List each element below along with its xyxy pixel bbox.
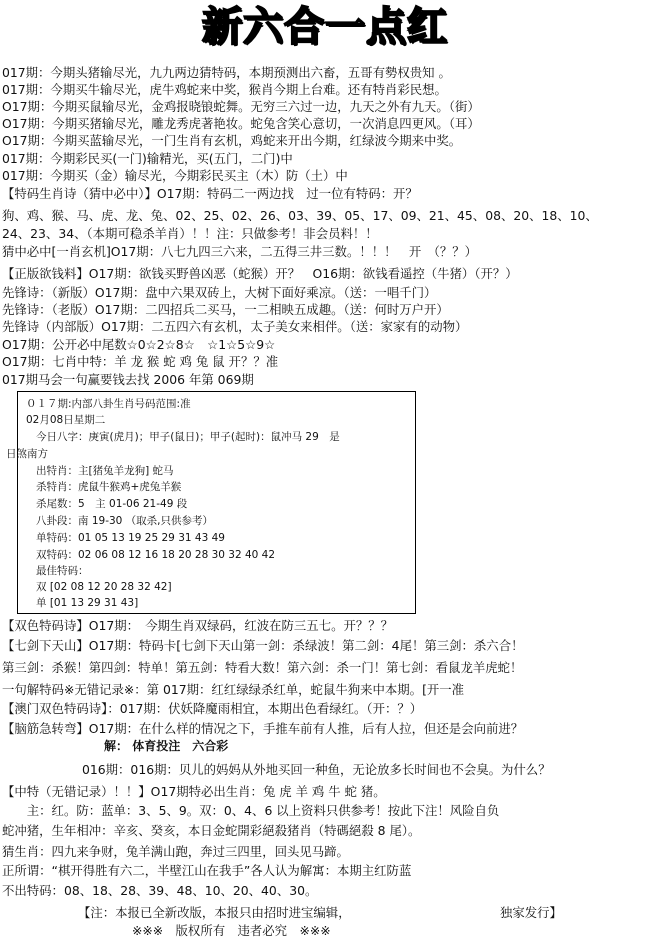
box-line: 02月08日星期二 bbox=[26, 414, 106, 426]
text-line: 主：红。防：蓝单：3、5、9。双：0、4、6 以上资料只供参考！按此下注！风险自负 bbox=[2, 803, 500, 818]
text-line: 蛇冲猪，生年相冲：辛亥、癸亥，本日金蛇開彩絕殺猪肖（特碼絕殺 8 尾）。 bbox=[2, 823, 421, 838]
text-line: 先锋诗（内部版）O17期：二五四六有玄机，太子美女来相伴。（送：家家有的动物） bbox=[2, 319, 468, 334]
footer-rights: ※※※ 版权所有 违者必究 ※※※ bbox=[132, 923, 331, 938]
text-line: 017期马会一句赢要钱去找 2006 年第 069期 bbox=[2, 372, 254, 387]
text-line: 【脑筋急转弯】O17期：在什么样的情况之下，手推车前有人推，后有人拉，但还是会向前进？ bbox=[2, 721, 524, 736]
text-line: 【正版欲钱料】O17期：欲钱买野兽凶恶（蛇猴）开？ O16期：欲钱看遥控（牛猪）（开？） bbox=[2, 266, 518, 281]
footer-issuer: 独家发行】 bbox=[500, 905, 562, 920]
text-line: 【特码生肖诗（猜中必中）】O17期：特码二一两边找 过一位有特码：开？ bbox=[2, 186, 418, 201]
bagua-info-box bbox=[6, 391, 416, 614]
text-line: 016期：016期：贝儿的妈妈从外地买回一种鱼，无论放多长时间也不会臭。为什么？ bbox=[82, 762, 551, 777]
text-line: 一句解特码※无错记录※：第 017期：红红绿绿杀红单，蛇鼠牛狗来中本期。[开一准 bbox=[2, 682, 465, 697]
text-line: 017期：今期头猪输尽光，九九两边猜特码，本期预测出六畜，五哥有勢权贵知 。 bbox=[2, 65, 451, 80]
footer-note: 【注：本报已全新改版，本报只由招时进宝编辑， bbox=[78, 905, 351, 920]
box-line: 杀尾数：5 主 01-06 21-49 段 bbox=[36, 498, 188, 510]
text-line: 017期：今期买（金）输尽光，今期彩民买主（木）防（土）中 bbox=[2, 168, 348, 183]
box-line: 杀特肖：虎鼠牛猴鸡+虎兔羊猴 bbox=[36, 481, 182, 493]
text-line: O17期：今期买猪输尽光，雕龙秀虎著艳妆。蛇兔含笑心意切，一次消息四更风。（耳） bbox=[2, 116, 480, 131]
box-line: 双特码：02 06 08 12 16 18 20 28 30 32 40 42 bbox=[36, 549, 276, 561]
box-line: 八卦段：南 19-30 （取杀,只供参考） bbox=[36, 515, 214, 527]
box-line: 单特码：01 05 13 19 25 29 31 43 49 bbox=[36, 532, 225, 544]
text-line: 先锋诗：（新版）O17期：盘中六果双砖上，大树下面好乘凉。（送：一唱千门） bbox=[2, 285, 437, 300]
answer-overlay bbox=[104, 737, 228, 754]
answer-prefix: 解： bbox=[104, 739, 129, 753]
text-line: O17期：公开必中尾数☆0☆2☆8☆ ☆1☆5☆9☆ bbox=[2, 337, 276, 352]
text-line: 017期：今期彩民买(一门)输精光，买(五门，二门)中 bbox=[2, 151, 293, 166]
box-line: 单 [01 13 29 31 43] bbox=[36, 597, 139, 609]
box-line: 出特肖：主[猪兔羊龙狗] 蛇马 bbox=[36, 465, 174, 477]
box-line: 日煞南方 bbox=[6, 448, 48, 460]
newspaper-title: 新六合一点红 bbox=[202, 4, 448, 50]
box-line: ０１７期:内部八卦生肖号码范围:准 bbox=[26, 398, 191, 410]
box-line: 双 [02 08 12 20 28 32 42] bbox=[36, 581, 172, 593]
text-line: 不出特码：08、18、28、39、48、10、20、40、30。 bbox=[2, 883, 318, 898]
text-line: O17期：今期买鼠输尽光，金鸡报晓锒蛇舞。无穷三六过一边，九天之外有九天。（街） bbox=[2, 99, 480, 114]
text-line: 猜中必中[一肖玄机]O17期：八七九四三六来，二五得三井三数。！！！ 开 （？？） bbox=[2, 244, 478, 259]
text-line: 猜生肖：四九来争财，兔羊满山跑，奔过三四里，回头见马蹄。 bbox=[2, 844, 349, 859]
text-line: 【七剑下天山】O17期：特码卡[七剑下天山第一剑：杀绿波！第二剑：4尾！第三剑：杀六合！ bbox=[2, 638, 524, 653]
text-line: 【中特（无错记录）！！】O17期特必出生肖：兔 虎 羊 鸡 牛 蛇 猪。 bbox=[2, 784, 386, 799]
answer-text: 体育投注 六合彩 bbox=[132, 739, 229, 753]
text-line: 先锋诗：（老版）O17期：二四招兵二买马，一二相映五成趣。（送：何时万户开） bbox=[2, 302, 449, 317]
box-line: 最佳特码： bbox=[36, 565, 89, 577]
text-line: 第三剑：杀猴！第四剑：特单！第五剑：特看大数！第六剑：杀一门！第七剑：看鼠龙羊虎蛇！ bbox=[2, 660, 523, 675]
text-line: 狗、鸡、猴、马、虎、龙、兔、02、25、02、26、03、39、05、17、09、21、45、08、20、18、10、 bbox=[2, 208, 598, 223]
text-line: 24、23、34、（本期可稳杀羊肖）！！注：只做参考！非会员料！！ bbox=[2, 226, 378, 241]
text-line: O17期：今期买蓝输尽光，一门生肖有玄机，鸡蛇来开出今期，红绿波今期来中奖。 bbox=[2, 133, 462, 148]
text-line: 【双色特码诗】O17期： 今期生肖双绿码，红波在防三五七。开？？？ bbox=[2, 618, 394, 633]
text-line: 【澳门双色特码诗】：017期：伏妖降魔雨相宜，本期出色看绿红。（开：？） bbox=[2, 701, 423, 716]
text-line: 017期：今期买牛输尽光，虎牛鸡蛇来中奖，猴肖今期上台难。还有特肖彩民想。 bbox=[2, 82, 447, 97]
text-line: O17期：七肖中特：羊 龙 猴 蛇 鸡 兔 鼠 开？？准 bbox=[2, 354, 279, 369]
box-line: 今日八字：庚寅(虎月)；甲子(鼠日)；甲子(起时)：鼠冲马 29 是 bbox=[36, 431, 340, 443]
text-line: 正所谓：“棋开得胜有六二，半壁江山在我手”各人认为解寓：本期主红防蓝 bbox=[2, 863, 412, 878]
